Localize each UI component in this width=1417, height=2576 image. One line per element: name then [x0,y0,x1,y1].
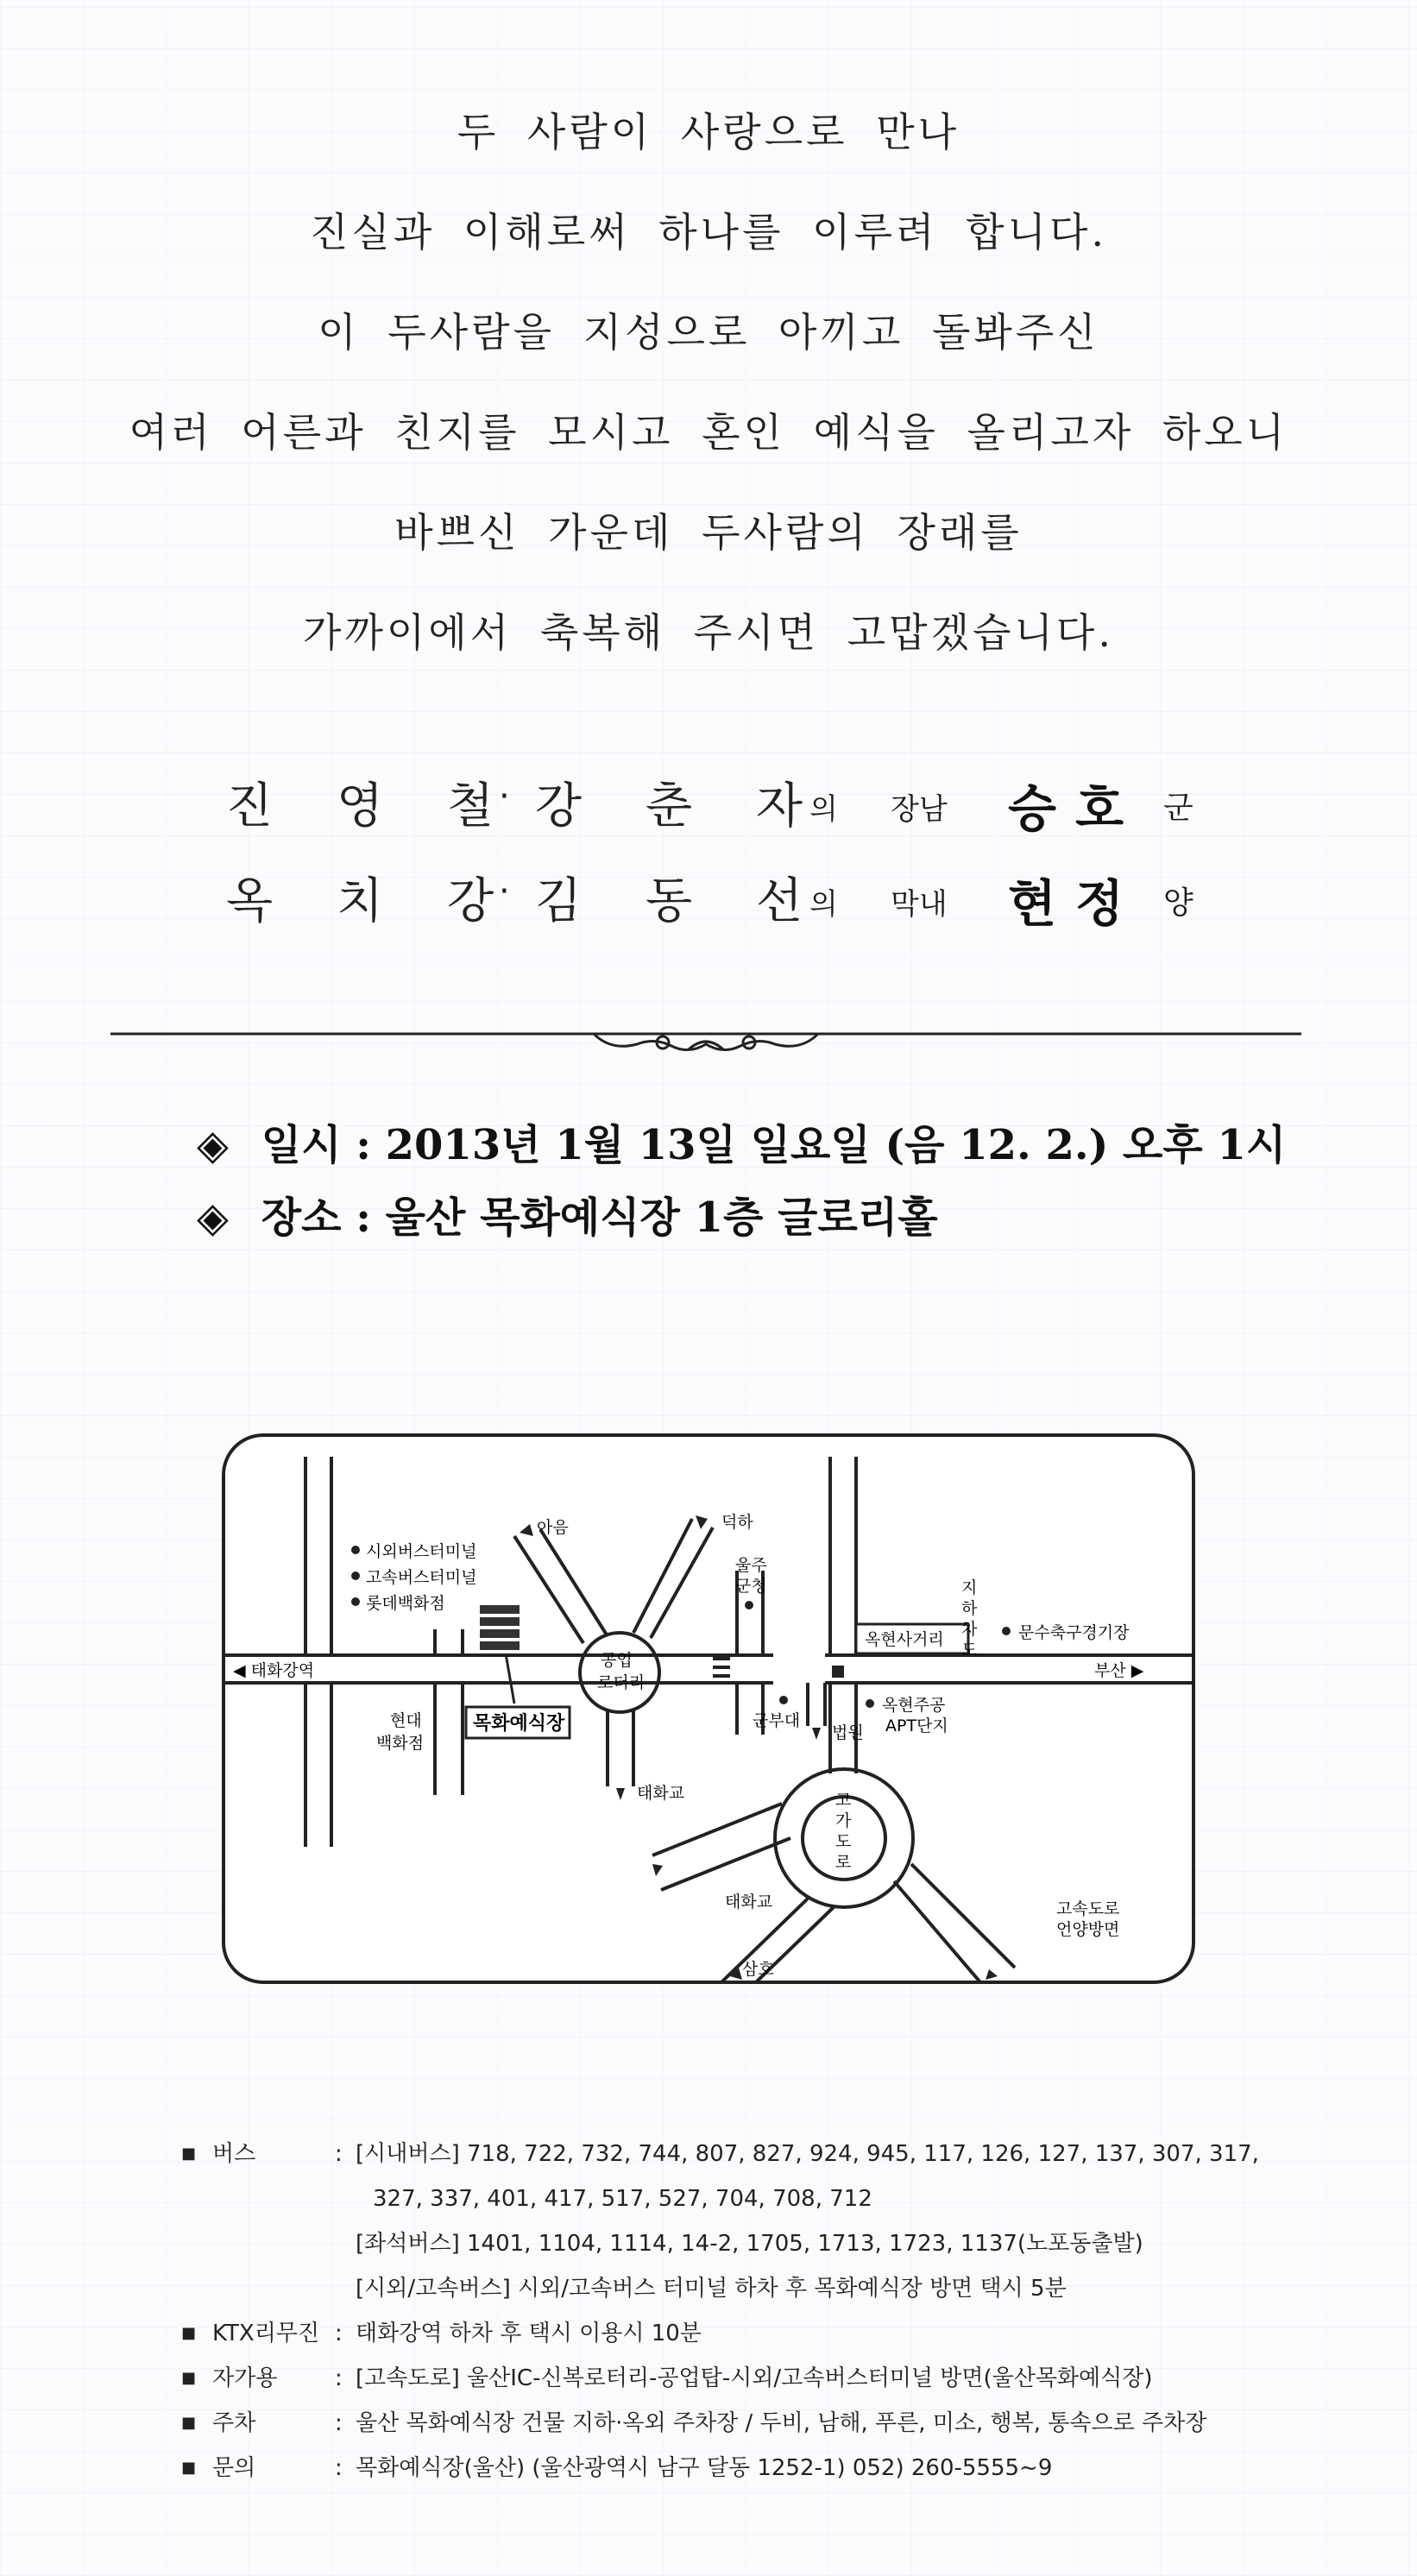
label-expressway-1: 고속도로 [1056,1899,1120,1918]
venue-line: ◈ 장소 : 울산 목화예식장 1층 글로리홀 [197,1181,1286,1254]
date-line: ◈ 일시 : 2013년 1월 13일 일요일 (음 12. 2.) 오후 1시 [197,1109,1286,1181]
label-venue: 목화예식장 [473,1713,565,1735]
invitation-poem [0,82,1417,683]
venue-label: 장소 [261,1194,342,1242]
dot-lotte-icon [351,1597,360,1606]
bride-suffix: 양 [1163,885,1193,921]
dot-terminal-2-icon [351,1571,360,1580]
ornament-flourish-icon [594,1034,818,1050]
ktx-row: ■ KTX리무진 : 태화강역 하차 후 택시 이용시 10분 [181,2311,1269,2356]
groom-father-char-2: 영 [337,778,384,835]
venue-value: 울산 목화예식장 1층 글로리홀 [385,1194,938,1242]
bus-row: ■ 버스 : [시내버스] 718, 722, 732, 744, 807, 827, 924, 945, 117, 126, 127, 137, 307, 317, [181,2132,1269,2176]
parking-row: ■ 주차 : 울산 목화예식장 건물 지하·옥외 주차장 / 두비, 남해, 푸른, 미소, 행복, 통속으로 주차장 [181,2401,1269,2446]
bride-father-char-3: 강 [447,873,494,929]
date-label: 일시 [261,1121,342,1169]
label-apt-2: APT단지 [885,1716,948,1735]
groom-mother-char-1: 강 [535,778,583,835]
bride-relation: 막내 [891,887,948,922]
groom-possessive: 의 [809,792,838,827]
bride-row [226,863,1227,958]
label-taehwa-station: ◀ 태화강역 [233,1661,315,1680]
underpass-marker [832,1666,844,1678]
label-busan: 부산 ▶ [1094,1661,1144,1680]
poem-line-4: 여러 어른과 친지를 모시고 혼인 예식을 올리고자 하오니 [129,409,1288,456]
label-gunbudae: 군부대 [753,1711,801,1730]
label-taehwagyo-1: 태화교 [637,1784,685,1803]
bride-mother-char-2: 동 [646,873,693,929]
bride-mother-char-3: 선 [756,873,803,929]
dot-apt-icon [866,1699,874,1708]
car-label: 자가용 [212,2365,278,2391]
groom-name: 승호 [1008,779,1143,838]
bride-possessive: 의 [809,887,838,922]
family-names [226,768,1227,958]
dot-munsu-icon [1002,1627,1011,1635]
groom-suffix: 군 [1163,790,1193,826]
bus-line-3: [좌석버스] 1401, 1104, 1114, 14-2, 1705, 1713, 1723, 1137(노포동출발) [356,2231,1143,2257]
car-row: ■ 자가용 : [고속도로] 울산IC-신복로터리-공업탑-시외/고속버스터미널 방면(울산목화예식장) [181,2356,1269,2401]
label-expressway-2: 언양방면 [1056,1920,1120,1939]
label-ulju-2: 군청 [735,1577,767,1596]
bus-line-4: [시외/고속버스] 시외/고속버스 터미널 하차 후 목화예식장 방면 택시 5분 [356,2276,1067,2302]
label-ulju-1: 울주 [735,1556,767,1575]
label-overpass-4: 로 [835,1853,852,1872]
label-overpass-3: 도 [835,1832,852,1851]
bride-separator: · [499,872,510,911]
dot-ulju-icon [745,1601,753,1609]
directions-list [181,2132,1269,2491]
date-value: 2013년 1월 13일 일요일 (음 12. 2.) 오후 1시 [385,1121,1287,1169]
square-bullet-icon: ■ [181,2324,197,2342]
contact-row: ■ 문의 : 목화예식장(울산) (울산광역시 남구 달동 1252-1) 052) 260-5555~9 [181,2446,1269,2491]
label-samho: 삼호 [742,1960,774,1979]
label-underpass-2: 하 [961,1599,978,1618]
location-map [221,1433,1196,1985]
bride-father-char-2: 치 [337,873,384,929]
label-lotte: 롯데백화점 [366,1594,445,1613]
label-overpass-1: 고 [835,1791,852,1810]
label-munsu: 문수축구경기장 [1018,1623,1130,1642]
poem-line-1: 두 사람이 사랑으로 만나 [457,109,960,155]
groom-row [226,768,1227,863]
poem-line-2: 진실과 이해로써 하나를 이루려 합니다. [309,209,1108,255]
square-bullet-icon: ■ [181,2369,197,2387]
ktx-line: 태화강역 하차 후 택시 이용시 10분 [356,2321,702,2346]
label-underpass-1: 지 [961,1578,978,1597]
bride-father-char-1: 옥 [226,873,274,929]
map-frame [224,1435,1193,1982]
bus-line-1: [시내버스] 718, 722, 732, 744, 807, 827, 924, 945, 117, 126, 127, 137, 307, 317, [356,2141,1259,2167]
bus-label: 버스 [212,2141,256,2167]
diamond-bullet-icon: ◈ [197,1121,229,1169]
poem-line-3: 이 두사람을 지성으로 아끼고 돌봐주신 [318,309,1099,356]
groom-relation: 장남 [891,792,948,827]
label-deokha: 덕하 [721,1513,753,1532]
groom-mother-char-3: 자 [756,778,803,835]
label-underpass-3: 차 [961,1620,978,1639]
groom-separator: · [499,777,510,816]
label-overpass-2: 가 [835,1811,852,1830]
label-taehwagyo-2: 태화교 [725,1893,773,1912]
diamond-bullet-icon: ◈ [197,1194,229,1242]
ktx-label: KTX리무진 [212,2321,320,2346]
groom-father-char-3: 철 [447,778,494,835]
event-details [197,1109,1286,1254]
label-hyundai-2: 백화점 [376,1734,425,1753]
car-line: [고속도로] 울산IC-신복로터리-공업탑-시외/고속버스터미널 방면(울산목화예식장) [356,2365,1153,2391]
dot-terminal-1-icon [351,1546,360,1554]
poem-line-6: 가까이에서 축복해 주시면 고맙겠습니다. [303,609,1114,656]
bus-line-2: 327, 337, 401, 417, 517, 527, 704, 708, 712 [373,2186,872,2212]
label-rotary-1: 공업 [601,1651,633,1670]
dot-gunbudae-icon [779,1696,788,1704]
bride-mother-char-1: 김 [535,873,583,929]
groom-mother-char-2: 춘 [646,778,693,835]
contact-label: 문의 [212,2455,256,2481]
poem-line-5: 바쁘신 가운데 두사람의 장래를 [394,509,1023,556]
groom-father-char-1: 진 [226,778,274,835]
label-okhyeon-intersection: 옥현사거리 [865,1630,944,1649]
label-terminal-1: 시외버스터미널 [366,1542,477,1561]
label-rotary-2: 로터리 [597,1673,646,1692]
label-underpass-4: 도 [961,1641,978,1660]
parking-label: 주차 [212,2410,256,2436]
label-apt-1: 옥현주공 [882,1696,946,1715]
parking-line: 울산 목화예식장 건물 지하·옥외 주차장 / 두비, 남해, 푸른, 미소, 행복, 통속으로 주차장 [356,2410,1207,2436]
bride-name: 현정 [1008,874,1143,933]
contact-line: 목화예식장(울산) (울산광역시 남구 달동 1252-1) 052) 260-5555~9 [356,2455,1053,2481]
map-svg [221,1433,1196,1985]
label-terminal-2: 고속버스터미널 [366,1568,477,1587]
label-aeum: 아음 [537,1518,569,1537]
square-bullet-icon: ■ [181,2145,197,2163]
square-bullet-icon: ■ [181,2459,197,2477]
square-bullet-icon: ■ [181,2414,197,2432]
label-hyundai-1: 현대 [390,1711,422,1730]
ornamental-divider [110,1025,1301,1060]
label-court: 법원 [832,1723,864,1742]
